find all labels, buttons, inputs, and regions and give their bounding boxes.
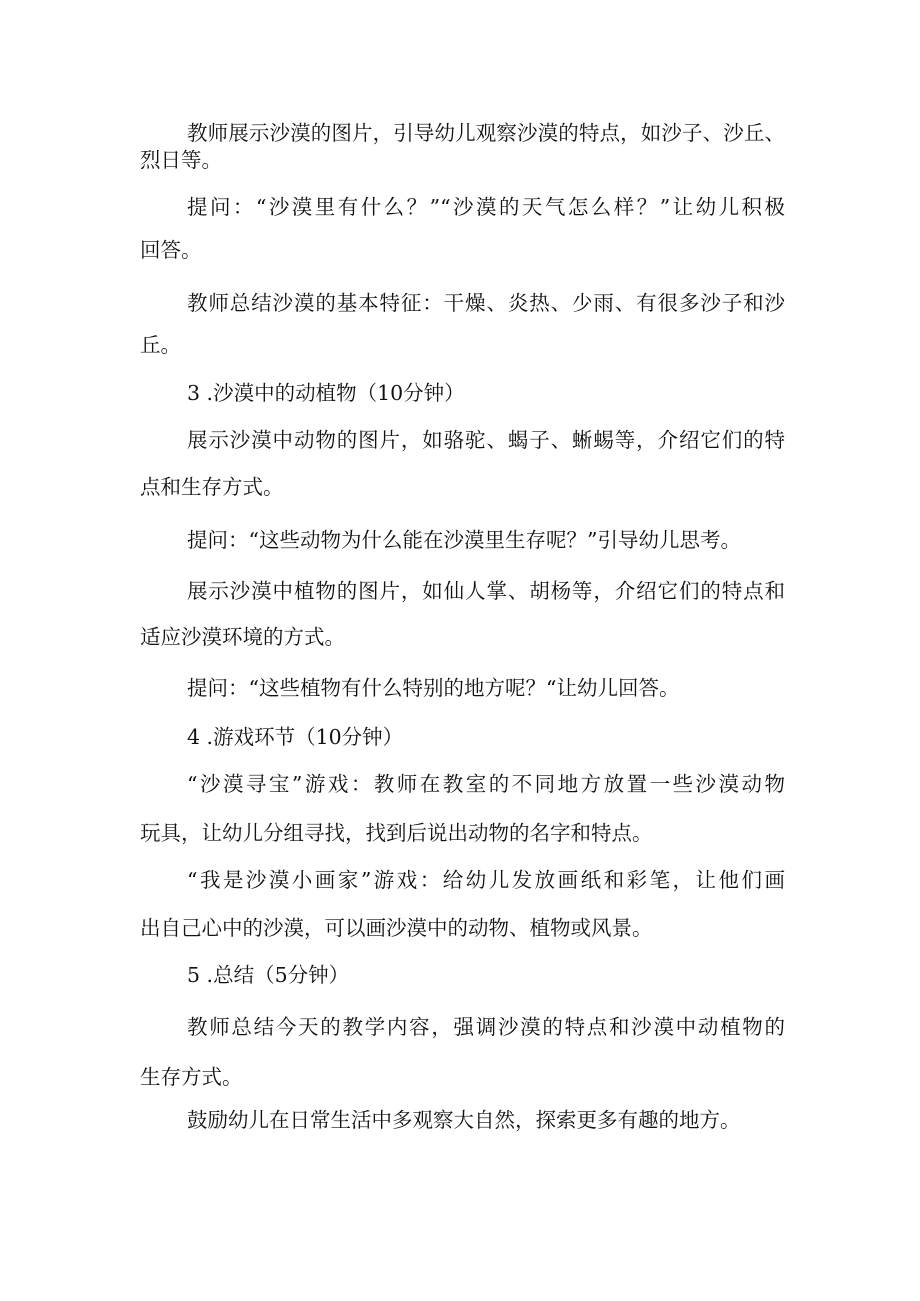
text-line: 教师展示沙漠的图片，引导幼儿观察沙漠的特点，如沙子、沙丘、 [187,121,785,145]
text-line: 适应沙漠环境的方式。 [140,625,345,649]
text-line: 点和生存方式。 [140,475,284,499]
paragraph-question-plants: 提问：“这些植物有什么特别的地方呢？“让幼儿回答。 [187,676,680,700]
text-line: 生存方式。 [140,1065,243,1089]
text-line: 出自己心中的沙漠，可以画沙漠中的动物、植物或风景。 [140,916,653,940]
text-line: “我是沙漠小画家”游戏：给幼儿发放画纸和彩笔，让他们画 [187,868,785,892]
text-line: 展示沙漠中植物的图片，如仙人掌、胡杨等，介绍它们的特点和 [187,579,785,603]
paragraph-encourage: 鼓励幼儿在日常生活中多观察大自然，探索更多有趣的地方。 [187,1108,741,1132]
text-line: 提问：“沙漠里有什么？”“沙漠的天气怎么样？”让幼儿积极 [187,195,785,219]
text-line: 丘。 [140,333,181,357]
text-line: 教师总结今天的教学内容，强调沙漠的特点和沙漠中动植物的 [187,1015,785,1039]
text-line: 烈日等。 [140,148,222,172]
text-line: 回答。 [140,238,202,262]
paragraph-question-animals: 提问：“这些动物为什么能在沙漠里生存呢？”引导幼儿思考。 [187,528,741,552]
text-line: 玩具，让幼儿分组寻找，找到后说出动物的名字和特点。 [140,821,653,845]
section-heading-animals-plants: 3 .沙漠中的动植物（10分钟） [187,381,465,405]
section-heading-game: 4 .游戏环节（10分钟） [187,725,404,749]
section-heading-summary: 5 .总结（5分钟） [187,963,350,987]
text-line: “沙漠寻宝”游戏：教师在教室的不同地方放置一些沙漠动物 [187,772,785,796]
text-line: 展示沙漠中动物的图片，如骆驼、蝎子、蜥蜴等，介绍它们的特 [187,428,785,452]
text-line: 教师总结沙漠的基本特征：干燥、炎热、少雨、有很多沙子和沙 [187,291,785,315]
